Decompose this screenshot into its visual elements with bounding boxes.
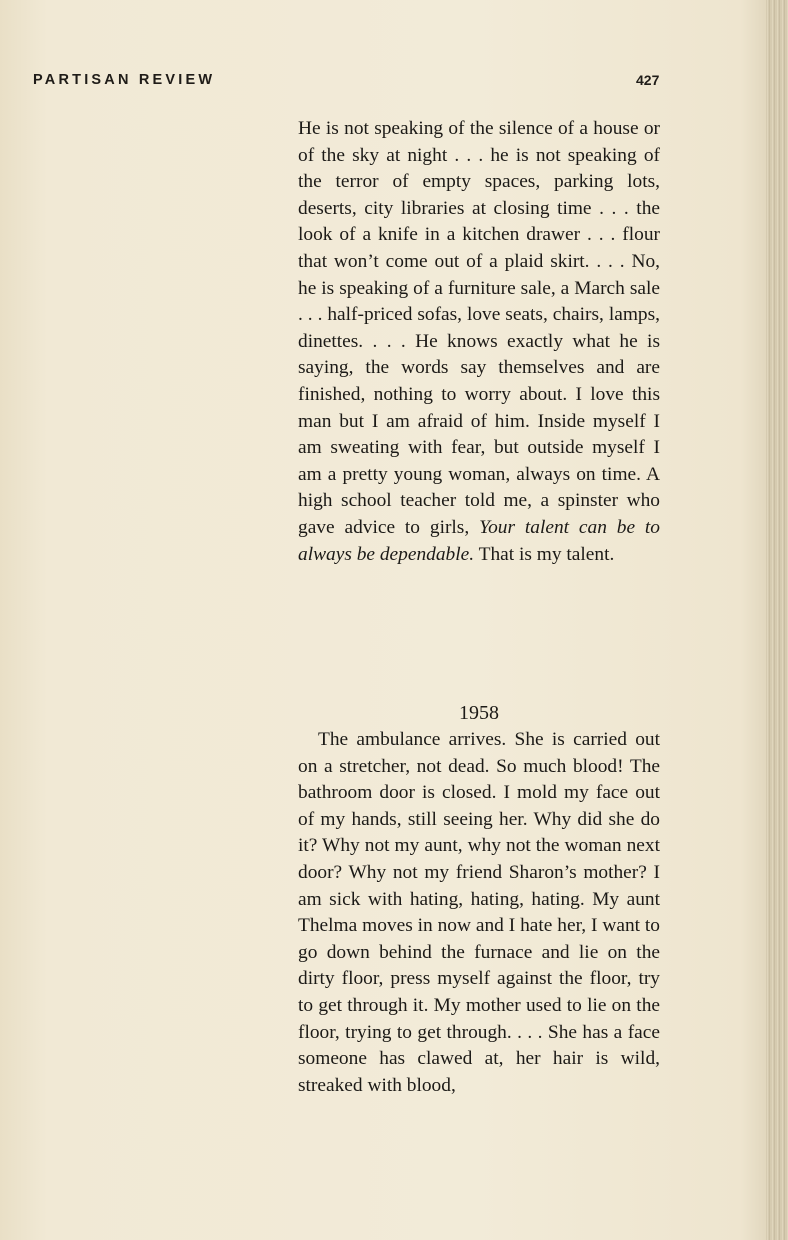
- page-edge: [766, 0, 788, 1240]
- section-heading: 1958: [459, 702, 499, 724]
- page-number: 427: [636, 72, 660, 88]
- text-column-top: [298, 116, 660, 568]
- paragraph-2: The ambulance arrives. She is carried out on a stretcher, not dead. So much blood! The bathroom door is closed. I mold my face out of my hands, still seeing her. Why did she do it? Why not my aunt, why not the woman next door? Why not my friend Sharon’s mother? I am sick with hating, hating, hating. My aunt Thelma moves in now and I hate her, I want to go down behind the furnace and lie on the dirty floor, press myself against the floor, try to get through it. My mother used to lie on the floor, trying to get through. . . . She has a face someone has clawed at, her hair is wild, streaked with blood,: [298, 729, 660, 1096]
- text-column-bottom: [298, 727, 660, 1099]
- paragraph-1: [298, 116, 660, 568]
- paragraph-1-ending: That is my talent.: [478, 543, 615, 565]
- paragraph-1-text: He is not speaking of the silence of a house or of the sky at night . . . he is not speaking of the terror of empty spaces, parking lots, deserts, city libraries at closing time . . . the look of a knife in a kitchen drawer . . . flour that won’t come out of a plaid skirt. . . . No, he is speaking of a furniture sale, a March sale . . . half-priced sofas, love seats, chairs, lamps, dinettes. . . . He knows exactly what he is saying, the words say themselves and are finished, nothing to worry about. I love this man but I am afraid of him. Inside myself I am sweating with fear, but outside myself I am a pretty young woman, always on time. A high school teacher told me, a spinster who gave advice to girls,: [298, 118, 660, 538]
- running-title: PARTISAN REVIEW: [33, 72, 216, 88]
- paragraph-1-italic-quote: Your talent can be to always be dependable.: [298, 516, 661, 565]
